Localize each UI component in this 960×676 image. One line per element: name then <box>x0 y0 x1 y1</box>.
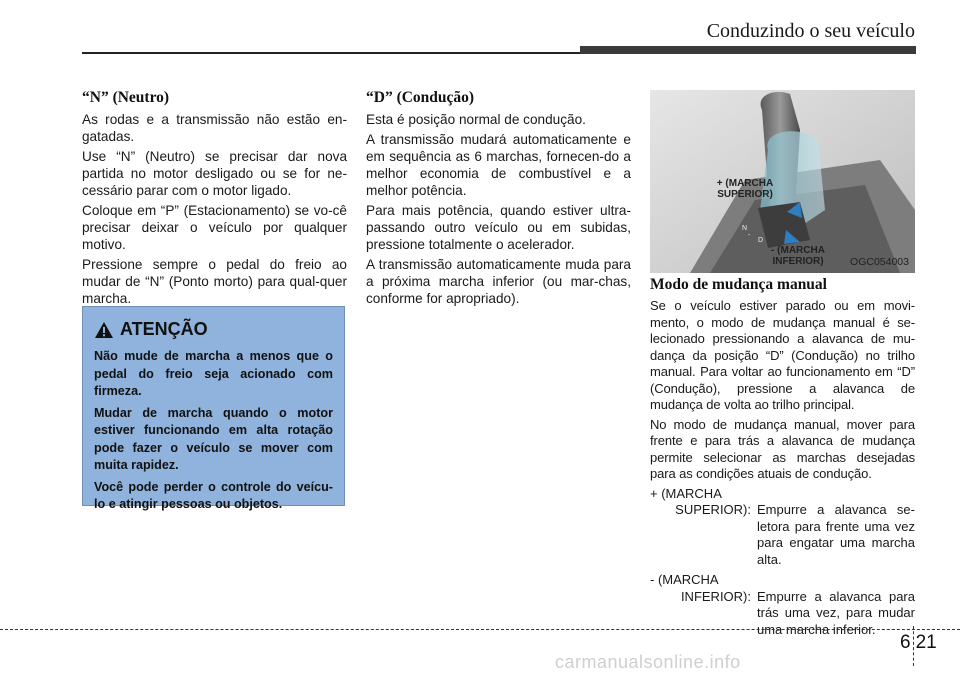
warning-paragraph: Você pode perder o controle do veícu-lo e atingir pessoas ou objetos. <box>94 479 333 511</box>
paragraph: Esta é posição normal de condução. <box>366 112 586 127</box>
definition-desc-down: Empurre a alavanca para trás uma vez, para mudar uma marcha inferior. <box>757 588 915 637</box>
paragraph: Coloque em “P” (Estacionamento) se vo-cê precisar deixar o veículo por qualquer motivo. <box>82 203 347 252</box>
figure-code: OGC054003 <box>850 256 909 268</box>
paragraph: As rodas e a transmissão não estão en-gatadas. <box>82 112 347 144</box>
running-title: Conduzindo o seu veículo <box>706 20 915 42</box>
page-number <box>900 632 937 672</box>
section-heading-drive: “D” (Condução) <box>366 89 475 106</box>
definition-term-down: INFERIOR): <box>680 588 751 604</box>
paragraph: Pressione sempre o pedal do freio ao mudar de “N” (Ponto morto) para qual-quer marcha. <box>82 257 347 306</box>
label-gear-down: - (MARCHA INFERIOR) <box>771 245 825 267</box>
definition-term-up: SUPERIOR): <box>675 502 751 517</box>
column-manual-mode <box>650 275 915 638</box>
shifter-letter: D <box>758 237 764 244</box>
warning-triangle-icon <box>94 321 114 339</box>
definition-gear-up <box>650 502 915 568</box>
gear-shifter-figure <box>650 90 915 273</box>
paragraph: A transmissão automaticamente muda para a próxima marcha inferior (ou mar-chas, conforme for apropriado). <box>366 257 631 306</box>
warning-title: ATENÇÃO <box>120 319 208 339</box>
page-separator <box>913 626 914 666</box>
watermark: carmanualsonline.info <box>555 652 741 672</box>
header-rule-bar <box>580 46 916 54</box>
column-neutral <box>82 88 347 310</box>
page-in-chapter: 21 <box>915 632 937 653</box>
paragraph: No modo de mudança manual, mover para frente e para trás a alavanca de mudança permite selecionar as marchas desejadas para as condições atuais de condução. <box>650 416 915 481</box>
definition-desc-up: Empurre a alavanca se-letora para frente uma vez para engatar uma marcha alta. <box>757 502 915 567</box>
section-heading-manual: Modo de mudança manual <box>650 276 827 293</box>
definition-term-down-line1: - (MARCHA <box>650 572 719 587</box>
header-rule <box>82 52 582 54</box>
warning-paragraph: Não mude de marcha a menos que o pedal do freio seja acionado com firmeza. <box>94 349 333 398</box>
column-drive <box>366 88 631 310</box>
chapter-number: 6 <box>900 632 911 653</box>
shifter-letter: N <box>742 225 748 232</box>
paragraph: Se o veículo estiver parado ou em movi-mento, o modo de mudança manual é se-lecionado pressionando a alavanca de mu-dança da posição “D” (Condução) no trilho manual. Para voltar ao funcionamento em “D” (Condução), pressione a alavanca de mudança de volta ao trilho principal. <box>650 298 915 412</box>
shifter-letter: - <box>748 232 751 239</box>
section-heading-neutral: “N” (Neutro) <box>82 89 170 106</box>
footer-rule <box>0 629 960 630</box>
definition-gear-down <box>650 589 915 639</box>
label-gear-up: + (MARCHA SUPERIOR) <box>716 178 774 200</box>
paragraph: A transmissão mudará automaticamente e em sequência as 6 marchas, fornecen-do a melhor economia de combustível e a melhor potência. <box>366 132 631 198</box>
paragraph: Para mais potência, quando estiver ultra-passando outro veículo ou em subidas, pressione totalmente o acelerador. <box>366 203 631 252</box>
definition-term-up-line1: + (MARCHA <box>650 485 722 501</box>
warning-paragraph: Mudar de marcha quando o motor estiver funcionando em alta rotação pode fazer o veículo se mover com muita rapidez. <box>94 405 333 472</box>
warning-box <box>82 306 345 511</box>
paragraph: Use “N” (Neutro) se precisar dar nova partida no motor desligado ou se for ne-cessário parar com o motor ligado. <box>82 149 347 198</box>
